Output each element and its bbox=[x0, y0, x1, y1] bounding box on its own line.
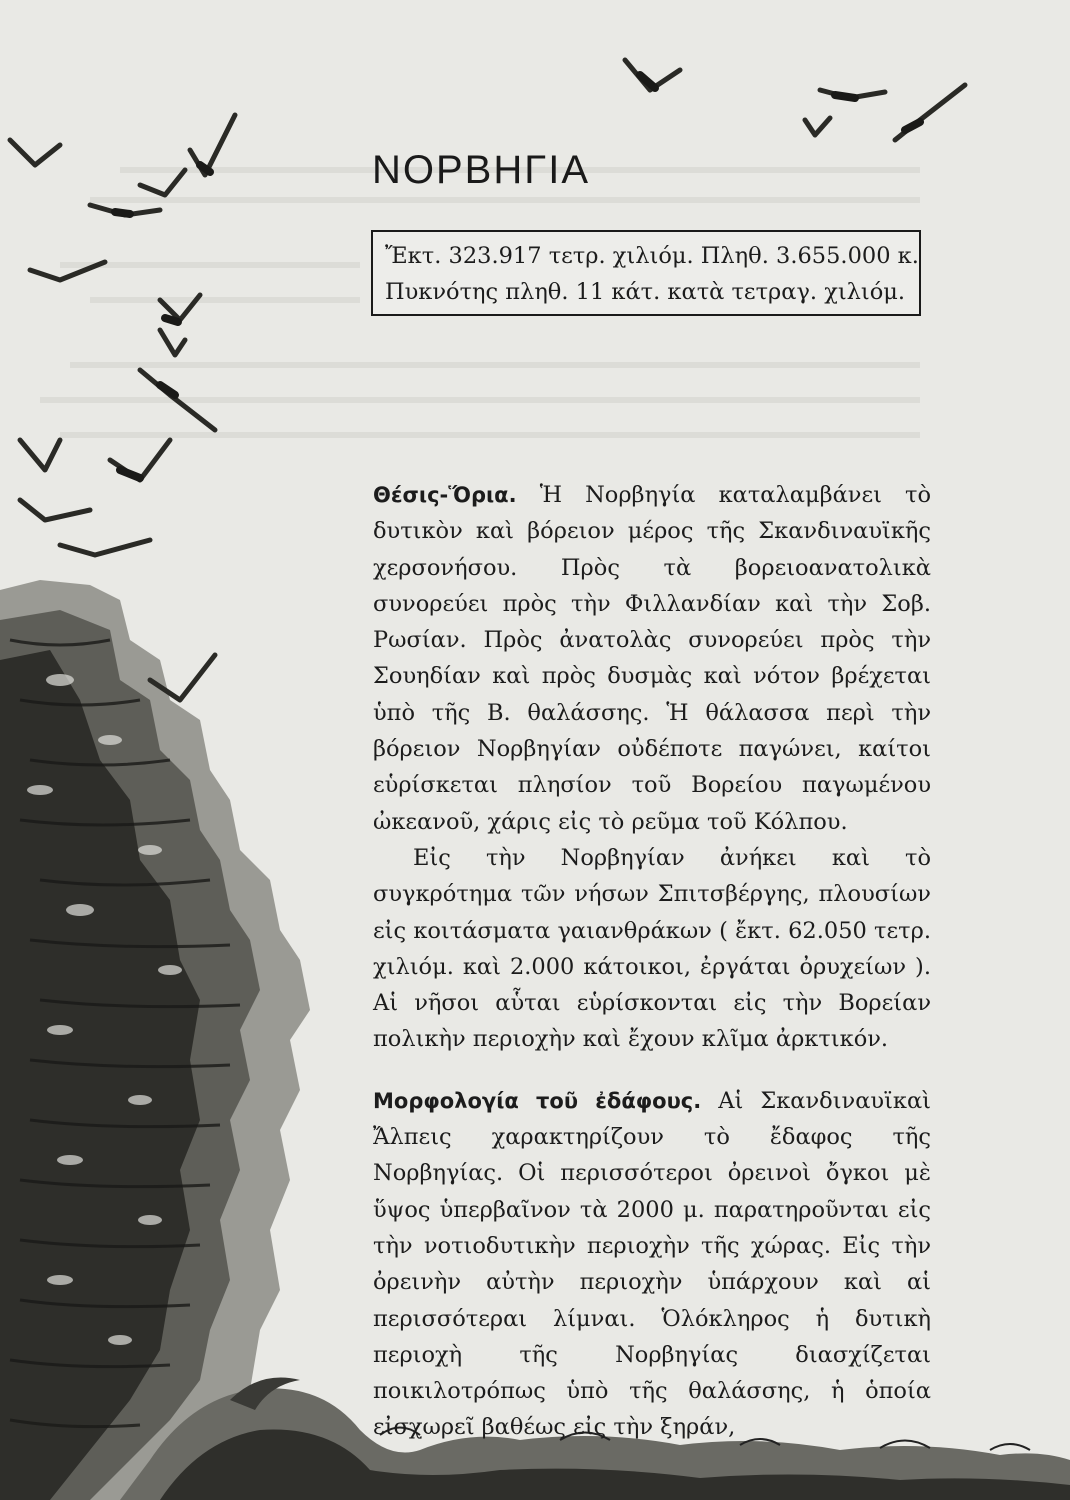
stats-area-population: Ἔκτ. 323.917 τετρ. χιλιόμ. Πληθ. 3.655.000 κ. bbox=[385, 243, 919, 269]
statistics-box bbox=[371, 230, 921, 316]
section-text-morphology: Αἱ Σκανδιναυϊκαὶ Ἄλπεις χαρακτηρίζουν τὸ ἔδαφος τῆς Νορβηγίας. Οἱ περισσότεροι ὀρεινοὶ ὄγκοι μὲ ὕψος ὑπερβαῖνον τὰ 2000 μ. παρατηροῦνται εἰς τὴν νοτιοδυτικὴν περιοχὴν τῆς χώρας. Εἰς τὴν ὀρεινὴν αὐτὴν περιοχὴν ὑπάρχουν καὶ αἱ περισσότεραι λίμναι. Ὁλόκληρος ἡ δυτικὴ περιοχὴ τῆς Νορβηγίας διασχίζεται ποικιλοτρόπως ὑπὸ τῆς θαλάσσης, ἡ ὁποία εἰσχωρεῖ βαθέως εἰς τὴν ξηράν, bbox=[373, 1087, 932, 1441]
section-morphology bbox=[373, 1083, 931, 1446]
section-text-position: Ἡ Νορβηγία καταλαμβάνει τὸ δυτικὸν καὶ βόρειον μέρος τῆς Σκανδιναυϊκῆς χερσονήσου. Πρὸς τὰ βορειοανατολικὰ συνορεύει πρὸς τὴν Φιλλανδίαν καὶ τὴν Σοβ. Ρωσίαν. Πρὸς ἀνατολὰς συνορεύει πρὸς τὴν Σουηδίαν καὶ πρὸς δυσμὰς καὶ νότον βρέχεται ὑπὸ τῆς Β. θαλάσσης. Ἡ θάλασσα περὶ τὴν βόρειον Νορβηγίαν οὐδέποτε παγώνει, καίτοι εὑρίσκεται πλησίον τοῦ Βορείου παγωμένου ὠκεανοῦ, χάρις εἰς τὸ ρεῦμα τοῦ Κόλπου. bbox=[373, 482, 931, 835]
cliff-illustration bbox=[0, 580, 310, 1500]
stats-density: Πυκνότης πληθ. 11 κάτ. κατὰ τετραγ. χιλιόμ. bbox=[385, 279, 906, 305]
section-heading-morphology: Μορφολογία τοῦ ἐδάφους. bbox=[373, 1088, 702, 1113]
page-title: ΝΟΡΒΗΓΙΑ bbox=[372, 148, 591, 192]
section-heading-position: Θέσις-Ὅρια. bbox=[373, 483, 517, 507]
paragraph-spitsbergen: Εἰς τὴν Νορβηγίαν ἀνήκει καὶ τὸ συγκρότημα τῶν νήσων Σπιτσβέργης, πλουσίων εἰς κοιτάσματα γαιανθράκων ( ἔκτ. 62.050 τετρ. χιλιόμ. καὶ 2.000 κάτοικοι, ἐργάται ὀρυχείων ). Αἱ νῆσοι αὗται εὑρίσκονται εἰς τὴν Βορείαν πολικὴν περιοχὴν καὶ ἔχουν κλῖμα ἀρκτικόν. bbox=[373, 844, 931, 1053]
article-body bbox=[373, 477, 931, 1446]
section-position-borders bbox=[373, 477, 931, 840]
